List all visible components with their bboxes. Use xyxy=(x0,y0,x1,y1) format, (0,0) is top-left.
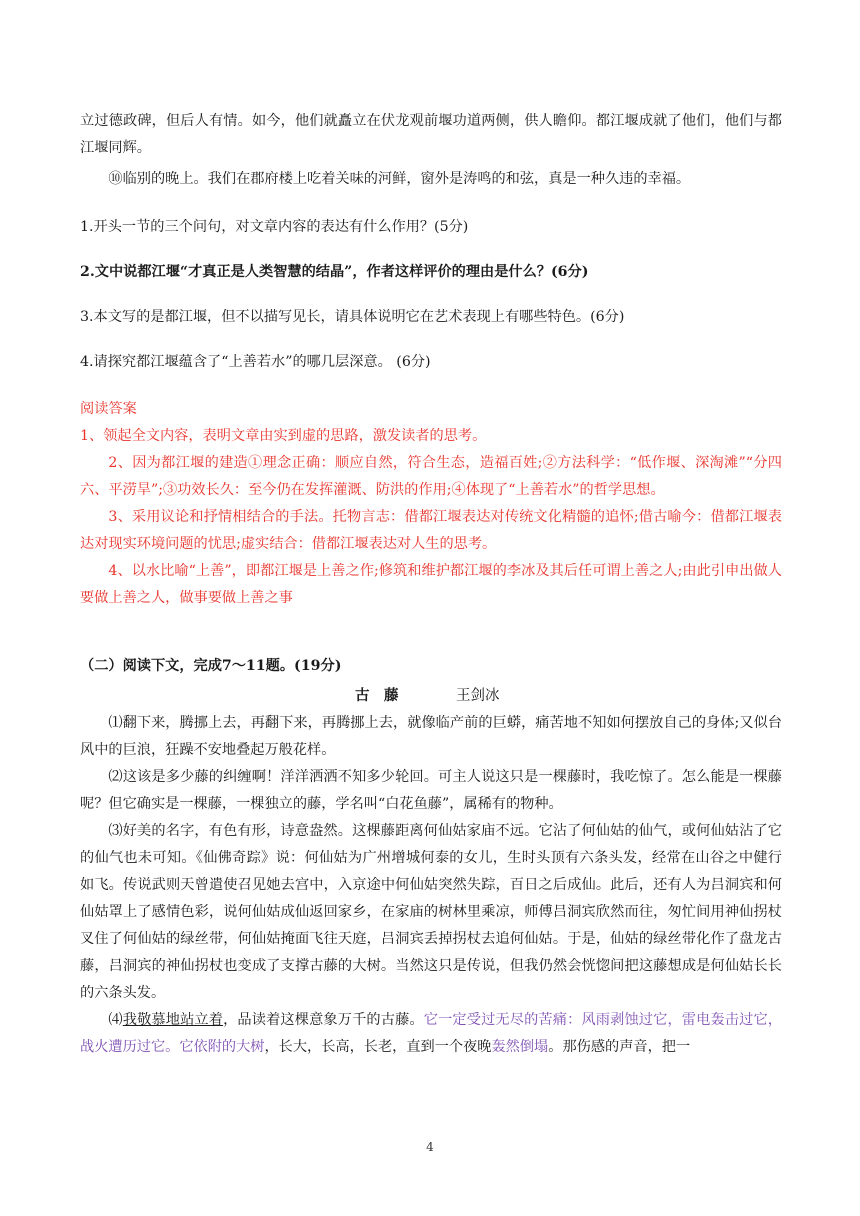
article-body xyxy=(80,710,782,1061)
continued-text xyxy=(80,108,782,193)
question-3: 3.本文写的是都江堰，但不以描写见长，请具体说明它在艺术表现上有哪些特色。(6分) xyxy=(80,309,625,325)
article-author: 王剑冰 xyxy=(456,688,500,704)
question-2: 2.文中说都江堰“才真正是人类智慧的结晶”，作者这样评价的理由是什么？(6分) xyxy=(80,264,589,280)
answer-4: 4、以水比喻“上善”，即都江堰是上善之作;修筑和维护都江堰的李冰及其后任可谓上善之人;由此引申出做人要做上善之人，做事要做上善之事 xyxy=(80,563,782,606)
article-title: 古 藤 xyxy=(355,687,399,704)
p4-text-2: ，长大，长高，长老，直到一个夜晚 xyxy=(264,1039,492,1055)
answer-2: 2、因为都江堰的建造①理念正确：顺应自然，符合生态，造福百姓;②方法科学：“低作堰、深淘滩”“分四六、平涝旱”;③功效长久：至今仍在发挥灌溉、防洪的作用;④体现了“上善若水”的哲学思想。 xyxy=(80,455,782,498)
question-list xyxy=(80,214,782,376)
p4-text-3: 。那伤感的声音，把一 xyxy=(548,1039,691,1055)
answer-heading: 阅读答案 xyxy=(80,401,137,417)
answer-1: 1、领起全文内容，表明文章由实到虚的思路，激发读者的思考。 xyxy=(80,428,487,444)
p4-text-1: ，品读着这棵意象万千的古藤。 xyxy=(223,1012,424,1028)
question-1: 1.开头一节的三个问句，对文章内容的表达有什么作用？(5分) xyxy=(80,219,469,235)
article-paragraph-3: ⑶好美的名字，有色有形，诗意盎然。这棵藤距离何仙姑家庙不远。它沾了何仙姑的仙气，或何仙姑沾了它的仙气也未可知。《仙佛奇踪》说：何仙姑为广州增城何泰的女儿，生时头顶有六条头发，经常在山谷之中健行如飞。传说武则天曾遣使召见她去宫中，入京途中何仙姑突然失踪，百日之后成仙。此后，还有人为吕洞宾和何仙姑罩上了感情色彩，说何仙姑成仙返回家乡，在家庙的树林里乘凉，师傅吕洞宾欣然而往，匆忙间用神仙拐杖叉住了何仙姑的绿丝带，何仙姑掩面飞往天庭，吕洞宾丢掉拐杖去追何仙姑。于是，仙姑的绿丝带化作了盘龙古藤，吕洞宾的神仙拐杖也变成了支撑古藤的大树。当然这只是传说，但我仍然会恍惚间把这藤想成是何仙姑长长的六条头发。 xyxy=(80,823,782,1001)
p4-highlight-2: 它依附的大树 xyxy=(179,1039,265,1055)
answer-3: 3、采用议论和抒情相结合的手法。托物言志：借都江堰表达对传统文化精髓的追怀;借古喻今：借都江堰表达对现实环境问题的忧思;虚实结合：借都江堰表达对人生的思考。 xyxy=(80,509,782,552)
p4-num: ⑷ xyxy=(108,1012,123,1028)
page-number: 4 xyxy=(426,1140,434,1154)
p4-underlined: 我敬慕地站立着 xyxy=(122,1012,224,1028)
paragraph-10: ⑩临别的晚上。我们在郡府楼上吃着关味的河鲜，窗外是涛鸣的和弦，真是一种久违的幸福。 xyxy=(108,171,691,187)
section-2-heading: （二）阅读下文，完成7～11题。(19分) xyxy=(80,658,342,674)
article-paragraph-1: ⑴翻下来，腾挪上去，再翻下来，再腾挪上去，就像临产前的巨蟒，痛苦地不知如何摆放自己的身体;又似台风中的巨浪，狂躁不安地叠起万般花样。 xyxy=(80,715,782,758)
article-title-row xyxy=(80,684,782,708)
p4-highlight-3: 轰然倒塌 xyxy=(491,1039,549,1055)
answer-section xyxy=(80,396,782,612)
article-paragraph-4 xyxy=(80,1007,782,1061)
article-paragraph-2: ⑵这该是多少藤的纠缠啊！洋洋洒洒不知多少轮回。可主人说这只是一棵藤时，我吃惊了。怎么能是一棵藤呢？但它确实是一棵藤，一棵独立的藤，学名叫“白花鱼藤”，属稀有的物种。 xyxy=(80,769,782,812)
question-4: 4.请探究都江堰蕴含了“上善若水”的哪几层深意。 (6分) xyxy=(80,354,431,370)
p4-highlight-1: 它一定受过无尽的苦痛：风雨剥蚀过它，雷电轰击过它，战火遭历过它。 xyxy=(80,1012,782,1055)
paragraph-9-end: 立过德政碑，但后人有情。如今，他们就矗立在伏龙观前堰功道两侧，供人瞻仰。都江堰成就了他们，他们与都江堰同辉。 xyxy=(80,113,782,156)
